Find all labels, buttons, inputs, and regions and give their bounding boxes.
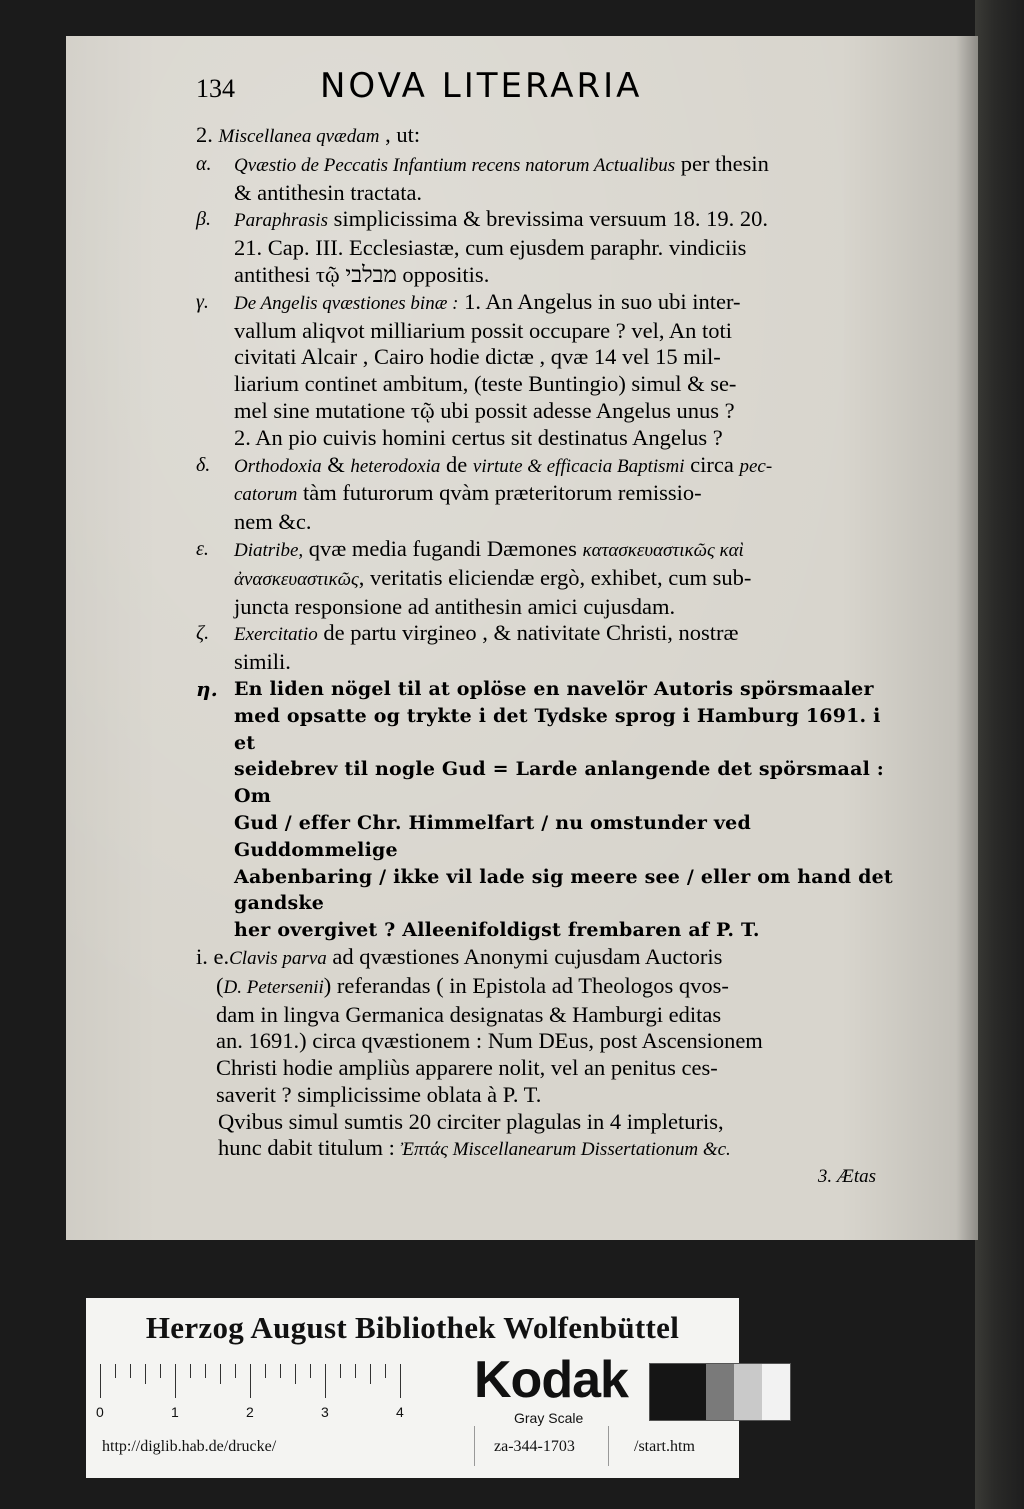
- item-line: her overgivet ? Alleenifoldigst frembaren af P. T.: [234, 919, 760, 942]
- item-marker: β.: [196, 208, 211, 231]
- ruler-tick: [400, 1364, 401, 1398]
- item-text: ) referandas ( in Epistola ad Theologos qvos-: [323, 972, 729, 998]
- item-marker: δ.: [196, 453, 211, 476]
- item-ie: [196, 944, 896, 1109]
- item-text: circa: [684, 451, 740, 477]
- ruler-tick: [115, 1364, 116, 1378]
- item-eta: [196, 676, 896, 944]
- item-line: mel sine mutatione τῷ ubi possit adesse Angelus unus ?: [234, 397, 735, 423]
- item-beta: [196, 206, 896, 288]
- item-title: De Angelis qvæstiones binæ :: [234, 292, 459, 314]
- source-url: http://diglib.hab.de/drucke/: [102, 1438, 277, 1455]
- ruler-tick: [100, 1364, 101, 1398]
- item-text: tàm futurorum qvàm præteritorum remissio-: [297, 480, 702, 506]
- library-calibration-strip: [86, 1298, 739, 1478]
- kodak-logo: Kodak: [474, 1351, 628, 1409]
- item-text: (: [216, 972, 224, 998]
- ruler-tick: [220, 1364, 221, 1384]
- scale-number: 1: [171, 1404, 179, 1420]
- item-title: Exercitatio: [234, 624, 318, 646]
- ruler-tick: [310, 1364, 311, 1378]
- item-title: Orthodoxia: [234, 455, 322, 477]
- scale-number: 3: [321, 1404, 329, 1420]
- gray-swatch: [762, 1364, 790, 1420]
- item-gamma: [196, 289, 896, 452]
- ruler-tick: [175, 1364, 176, 1398]
- next-page-edge: [975, 0, 1024, 1509]
- item-line: simili.: [234, 649, 291, 675]
- item-text: &: [321, 451, 351, 477]
- ruler-tick: [250, 1364, 251, 1398]
- ruler-tick: [340, 1364, 341, 1378]
- item-title: Diatribe,: [234, 539, 304, 561]
- item-text: i. e.: [196, 943, 230, 969]
- ruler-tick: [145, 1364, 146, 1384]
- item-text: 1. An Angelus in suo ubi inter-: [458, 288, 741, 314]
- item-title: Miscellanearum Dissertationum &c.: [447, 1139, 731, 1161]
- ruler-tick: [205, 1364, 206, 1378]
- ruler-tick: [235, 1364, 236, 1378]
- item-line: seidebrev til nogle Gud = Larde anlangende det spörsmaal : Om: [234, 758, 885, 808]
- item-title: heterodoxia: [350, 455, 441, 477]
- ruler-tick: [325, 1364, 326, 1398]
- item-title: catorum: [234, 484, 298, 506]
- page-body: [196, 122, 896, 1191]
- item-text: , ut:: [379, 122, 421, 147]
- item-marker: η.: [196, 676, 218, 701]
- ruler-tick: [265, 1364, 266, 1378]
- page-header: [196, 62, 896, 122]
- item-line: Qvibus simul sumtis 20 circiter plagulas in 4 impleturis,: [218, 1108, 724, 1134]
- item-line: med opsatte og trykte i det Tydske sprog i Hamburg 1691. i et: [234, 704, 881, 754]
- item-title: pec-: [739, 455, 773, 477]
- greek-text: ἀνασκευαστικῶς: [234, 568, 359, 590]
- scale-number: 2: [246, 1404, 254, 1420]
- item-title: virtute & efficacia Baptismi: [472, 455, 685, 477]
- page-gutter-shadow: [956, 36, 978, 1240]
- ruler-tick: [295, 1364, 296, 1384]
- item-line: vallum aliqvot milliarium possit occupare ? vel, An toti: [234, 317, 733, 343]
- item-title: Clavis parva: [229, 947, 327, 969]
- item-marker: ε.: [196, 537, 209, 560]
- greek-text: κατασκευαστικῶς καὶ: [582, 539, 744, 561]
- catchword: 3. Ætas: [817, 1166, 876, 1188]
- ruler-scale: [96, 1358, 440, 1420]
- divider: [474, 1426, 475, 1466]
- divider: [608, 1426, 609, 1466]
- greek-text: Ἐπτάς: [400, 1139, 448, 1161]
- item-line: civitati Alcair , Cairo hodie dictæ , qvæ 14 vel 15 mil-: [234, 344, 721, 370]
- ruler-tick: [355, 1364, 356, 1378]
- item-epsilon: [196, 536, 896, 620]
- ruler-tick: [385, 1364, 386, 1378]
- ruler-tick: [190, 1364, 191, 1378]
- ruler-tick: [130, 1364, 131, 1378]
- gray-swatch: [706, 1364, 734, 1420]
- item-line: Aabenbaring / ikke vil lade sig meere see / eller om hand det gandske: [234, 865, 893, 915]
- library-name: Herzog August Bibliothek Wolfenbüttel: [145, 1310, 680, 1345]
- item-marker: 2.: [196, 122, 213, 147]
- scale-number: 0: [96, 1404, 104, 1420]
- item-line: 2. An pio cuivis homini certus sit destinatus Angelus ?: [234, 424, 723, 450]
- item-delta: [196, 452, 896, 536]
- item-title: Qvæstio de Peccatis Infantium recens natorum Actualibus: [234, 154, 676, 176]
- item-line: & antithesin tractata.: [234, 179, 423, 205]
- gray-scale-bar: [649, 1363, 791, 1421]
- item-line: antithesi τῷ מבלבי oppositis.: [234, 261, 490, 287]
- item-text: de partu virgineo , & nativitate Christi, nostræ: [317, 620, 739, 646]
- shelfmark: za-344-1703: [494, 1438, 575, 1455]
- item-line: Christi hodie ampliùs apparere nolit, vel an penitus ces-: [216, 1055, 718, 1081]
- item-text: , veritatis eliciendæ ergò, exhibet, cum sub-: [358, 564, 752, 590]
- item-title: Paraphrasis: [234, 210, 328, 232]
- item-text: simplicissima & brevissima versuum 18. 19. 20.: [327, 206, 768, 232]
- gray-swatch: [650, 1364, 678, 1420]
- ruler-tick: [160, 1364, 161, 1378]
- item-title: Miscellanea qvædam: [218, 126, 380, 147]
- item-line: dam in lingva Germanica designatas & Hamburgi editas: [216, 1001, 722, 1027]
- item-title: D. Petersenii: [223, 976, 324, 998]
- item-text: per thesin: [675, 150, 769, 176]
- running-title: NOVA LITERARIA: [320, 66, 643, 106]
- ruler-tick: [280, 1364, 281, 1378]
- item-text: qvæ media fugandi Dæmones: [303, 535, 583, 561]
- item-marker: α.: [196, 152, 212, 175]
- ruler-tick: [370, 1364, 371, 1384]
- scale-number: 4: [396, 1404, 404, 1420]
- item-marker: ζ.: [196, 622, 210, 645]
- item-text: de: [440, 451, 473, 477]
- item-alpha: [196, 151, 896, 207]
- item-line: saverit ? simplicissime oblata à P. T.: [216, 1081, 542, 1107]
- closing-paragraph: [196, 1109, 896, 1165]
- item-2: [196, 122, 896, 151]
- item-line: En liden nögel til at oplöse en navelör Autoris spörsmaaler: [234, 677, 874, 700]
- gray-swatch: [734, 1364, 762, 1420]
- gray-swatch: [678, 1364, 706, 1420]
- item-line: 21. Cap. III. Ecclesiastæ, cum ejusdem paraphr. vindiciis: [234, 235, 747, 261]
- item-zeta: [196, 620, 896, 676]
- item-line: nem &c.: [234, 509, 312, 535]
- item-line: an. 1691.) circa qvæstionem : Num DEus, post Ascensionem: [216, 1028, 763, 1054]
- item-marker: γ.: [196, 290, 209, 313]
- gray-scale-label: Gray Scale: [514, 1410, 584, 1426]
- item-text: ad qvæstiones Anonymi cujusdam Auctoris: [326, 943, 723, 969]
- item-text: hunc dabit titulum :: [218, 1135, 401, 1161]
- item-line: juncta responsione ad antithesin amici cujusdam.: [234, 593, 676, 619]
- page-number: 134: [196, 74, 235, 103]
- item-line: liarium continet ambitum, (teste Buntingio) simul & se-: [234, 371, 737, 397]
- start-path: /start.htm: [634, 1438, 695, 1455]
- item-line: Gud / effer Chr. Himmelfart / nu omstunder ved Guddommelige: [234, 811, 751, 861]
